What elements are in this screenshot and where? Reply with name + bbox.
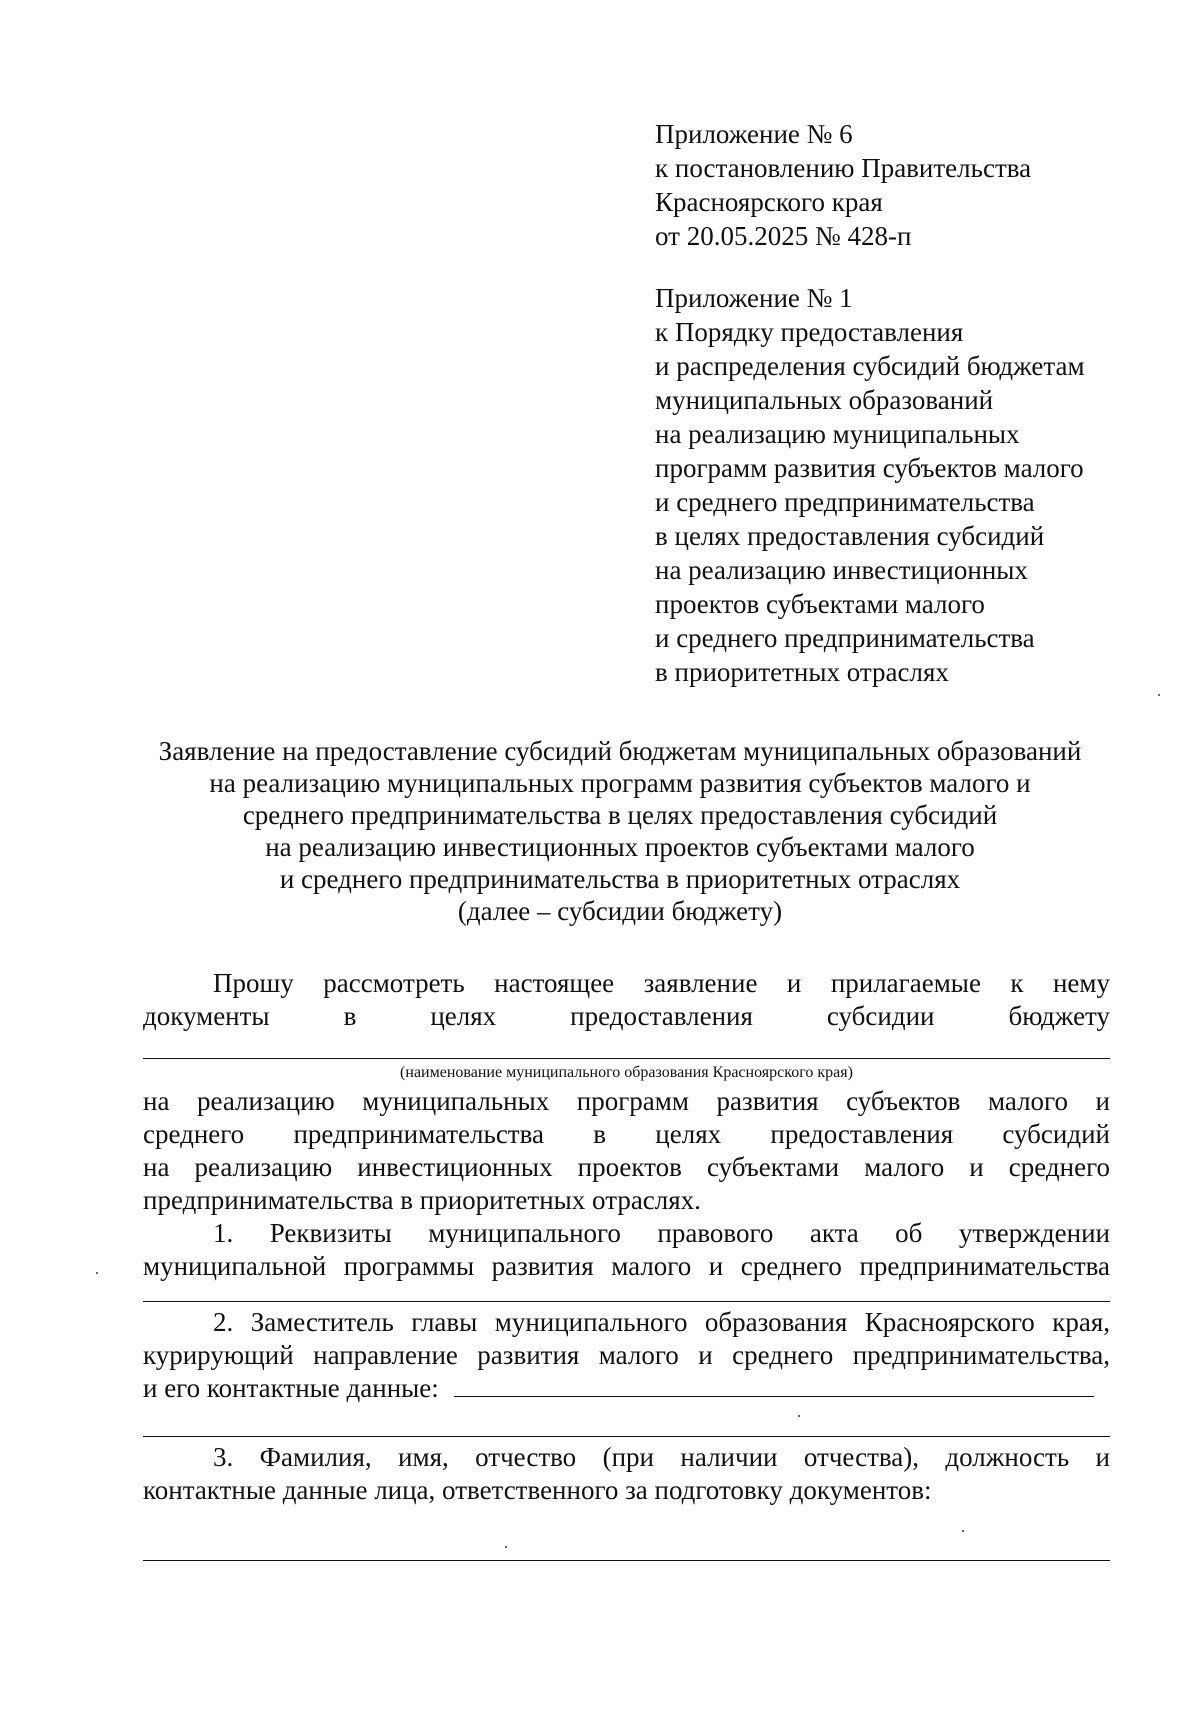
intro-line-2: документы в целях предоставления субсидии бюджету — [143, 1001, 1110, 1031]
scan-speck — [962, 1530, 964, 1532]
appendix-1-header — [655, 281, 1085, 689]
appendix-1-line: и среднего предпринимательства — [655, 623, 1035, 653]
item-2-line-3-text: и его контактные данные: — [143, 1373, 439, 1403]
scan-speck — [96, 1272, 98, 1274]
scan-speck — [1158, 694, 1160, 696]
item-2-line-1: 2. Заместитель главы муниципального образования Красноярского края, — [213, 1307, 1110, 1337]
intro-paragraph — [143, 967, 1110, 1033]
item-3-line-1: 3. Фамилия, имя, отчество (при наличии отчества), должность и — [213, 1442, 1110, 1472]
title-line: среднего предпринимательства в целях предоставления субсидий — [242, 800, 998, 830]
deputy-contacts-field-2[interactable] — [143, 1436, 1110, 1437]
title-line: (далее – субсидии бюджету) — [457, 896, 783, 926]
appendix-1-line: проектов субъектами малого — [655, 589, 985, 619]
appendix-1-line: и распределения субсидий бюджетам — [655, 351, 1085, 381]
item-1 — [143, 1217, 1110, 1283]
appendix-1-line: к Порядку предоставления — [655, 317, 964, 347]
municipality-name-caption: (наименование муниципального образования Красноярского края) — [400, 1064, 853, 1081]
appendix-6-line: Красноярского края — [655, 187, 883, 217]
appendix-1-line: на реализацию муниципальных — [655, 419, 1020, 449]
intro-continuation — [143, 1085, 1110, 1217]
scan-speck — [505, 1546, 507, 1548]
intro-cont-line: на реализацию муниципальных программ развития субъектов малого и — [143, 1086, 1110, 1116]
appendix-1-line: Приложение № 1 — [655, 283, 853, 313]
item-1-line-2: муниципальной программы развития малого и среднего предпринимательства — [143, 1251, 1110, 1281]
appendix-1-line: программ развития субъектов малого — [655, 453, 1084, 483]
item-3 — [143, 1441, 1110, 1507]
intro-cont-line: среднего предпринимательства в целях предоставления субсидий — [143, 1119, 1110, 1149]
title-line: и среднего предпринимательства в приоритетных отраслях — [279, 864, 961, 894]
item-3-line-2: контактные данные лица, ответственного за подготовку документов: — [143, 1475, 932, 1505]
legal-act-details-field[interactable] — [143, 1301, 1110, 1302]
appendix-6-line: Приложение № 6 — [655, 119, 853, 149]
appendix-6-line: от 20.05.2025 № 428-п — [655, 221, 912, 251]
title-line: на реализацию муниципальных программ развития субъектов малого и — [209, 768, 1031, 798]
scan-speck — [798, 1415, 800, 1417]
deputy-contacts-field[interactable] — [454, 1376, 1094, 1397]
responsible-person-field[interactable] — [143, 1560, 1110, 1561]
item-2-line-3 — [143, 1372, 1110, 1405]
item-1-line-1: 1. Реквизиты муниципального правового акта об утверждении — [213, 1218, 1110, 1248]
appendix-1-line: на реализацию инвестиционных — [655, 555, 1028, 585]
intro-cont-last-line: предпринимательства в приоритетных отраслях. — [143, 1185, 701, 1215]
appendix-1-line: в целях предоставления субсидий — [655, 521, 1045, 551]
appendix-1-line: муниципальных образований — [655, 385, 994, 415]
intro-cont-line: на реализацию инвестиционных проектов субъектами малого и среднего — [143, 1152, 1110, 1182]
appendix-6-header — [655, 117, 1031, 253]
document-title — [140, 735, 1100, 927]
appendix-1-line: и среднего предпринимательства — [655, 487, 1035, 517]
item-2-line-2: курирующий направление развития малого и среднего предпринимательства, — [143, 1340, 1110, 1370]
appendix-1-line: в приоритетных отраслях — [655, 657, 949, 687]
municipality-name-field[interactable] — [143, 1058, 1110, 1059]
title-line: Заявление на предоставление субсидий бюджетам муниципальных образований — [158, 736, 1082, 766]
item-2 — [143, 1306, 1110, 1405]
appendix-6-line: к постановлению Правительства — [655, 153, 1032, 183]
title-line: на реализацию инвестиционных проектов субъектами малого — [265, 832, 975, 862]
intro-line-1: Прошу рассмотреть настоящее заявление и прилагаемые к нему — [213, 968, 1110, 998]
